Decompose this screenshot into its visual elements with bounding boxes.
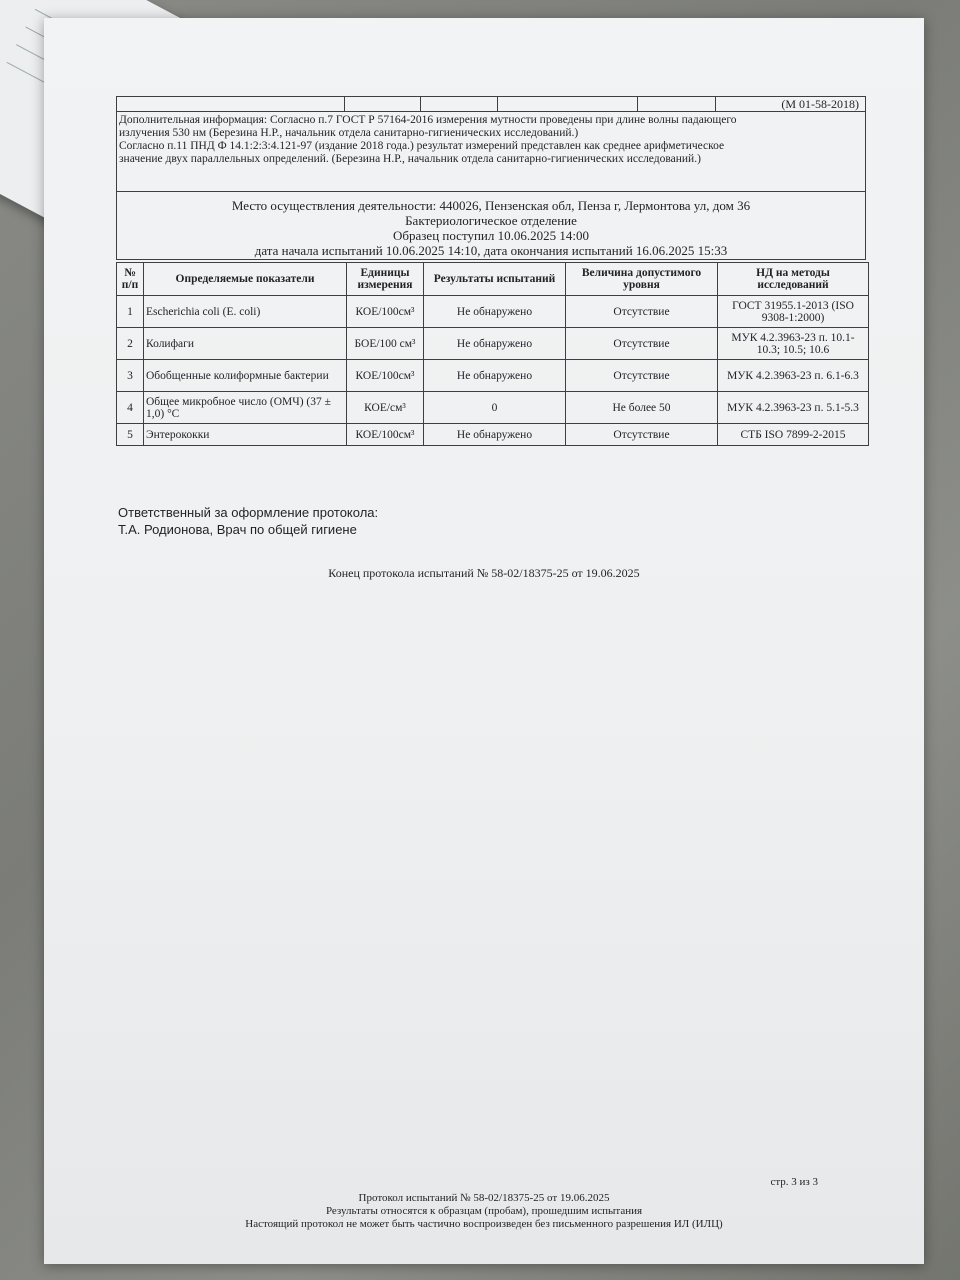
results-table [116, 262, 869, 446]
cell-unit: БОЕ/100 см³ [347, 328, 424, 360]
page-number: стр. 3 из 3 [770, 1176, 818, 1188]
table-row [117, 360, 869, 392]
responsible-label: Ответственный за оформление протокола: [118, 505, 379, 520]
header-cell: НД на методы исследований [718, 263, 869, 296]
table-header-row [117, 263, 869, 296]
info-line: значение двух параллельных определений. (Березина Н.Р., начальник отдела санитарно-гигиенических исследований.) [119, 153, 701, 165]
responsible-name: Т.А. Родионова, Врач по общей гигиене [118, 522, 357, 537]
info-line: излучения 530 нм (Березина Н.Р., начальник отдела санитарно-гигиенических исследований.) [119, 127, 579, 139]
header-cell: № п/п [117, 263, 144, 296]
cell-number: 4 [117, 392, 144, 424]
table-row [117, 392, 869, 424]
test-dates: дата начала испытаний 10.06.2025 14:10, дата окончания испытаний 16.06.2025 15:33 [254, 243, 728, 258]
location-block [116, 192, 866, 260]
header-cell: Результаты испытаний [424, 263, 566, 296]
cell-unit: КОЕ/100см³ [347, 296, 424, 328]
header-cell: Единицы измерения [347, 263, 424, 296]
cell-limit: Не более 50 [566, 392, 718, 424]
cell-result: Не обнаружено [424, 328, 566, 360]
info-line: Согласно п.11 ПНД Ф 14.1:2:3:4.121-97 (издание 2018 года.) результат измерений представлен как среднее арифметическое [119, 140, 725, 152]
additional-info [116, 112, 866, 192]
cell-number: 5 [117, 424, 144, 446]
end-of-protocol: Конец протокола испытаний № 58-02/18375-25 от 19.06.2025 [328, 566, 640, 580]
cell-number: 2 [117, 328, 144, 360]
header-cell: Определяемые показатели [144, 263, 347, 296]
cell-indicator: Колифаги [144, 328, 347, 360]
footer [44, 1192, 924, 1231]
cell-method: МУК 4.2.3963-23 п. 6.1-6.3 [718, 360, 869, 392]
cell-method: МУК 4.2.3963-23 п. 10.1-10.3; 10.5; 10.6 [718, 328, 869, 360]
cell-limit: Отсутствие [566, 360, 718, 392]
cell-method: ГОСТ 31955.1-2013 (ISO 9308-1:2000) [718, 296, 869, 328]
cell-indicator: Обобщенные колиформные бактерии [144, 360, 347, 392]
cell-result: 0 [424, 392, 566, 424]
info-line: Дополнительная информация: Согласно п.7 ГОСТ Р 57164-2016 измерения мутности проведены при длине волны падающего [119, 114, 737, 126]
cell-indicator: Энтерококки [144, 424, 347, 446]
footer-line: Протокол испытаний № 58-02/18375-25 от 19.06.2025 [358, 1192, 610, 1204]
cell-unit: КОЕ/см³ [347, 392, 424, 424]
table-row [117, 328, 869, 360]
cell-limit: Отсутствие [566, 296, 718, 328]
responsible-block [118, 504, 378, 538]
document-page [44, 18, 924, 1264]
sample-received: Образец поступил 10.06.2025 14:00 [393, 228, 589, 243]
cell-method: МУК 4.2.3963-23 п. 5.1-5.3 [718, 392, 869, 424]
footer-line: Настоящий протокол не может быть частично воспроизведен без письменного разрешения ИЛ (ИЛЦ) [245, 1218, 723, 1230]
cell-limit: Отсутствие [566, 424, 718, 446]
cell-unit: КОЕ/100см³ [347, 360, 424, 392]
cell-unit: КОЕ/100см³ [347, 424, 424, 446]
cell-method: СТБ ISO 7899-2-2015 [718, 424, 869, 446]
cell-indicator: Escherichia coli (E. coli) [144, 296, 347, 328]
location-department: Бактериологическое отделение [405, 213, 577, 228]
cell-result: Не обнаружено [424, 360, 566, 392]
table-row [117, 296, 869, 328]
cell-number: 3 [117, 360, 144, 392]
location-place: Место осуществления деятельности: 440026, Пензенская обл, Пенза г, Лермонтова ул, дом 36 [231, 198, 751, 213]
cell-indicator: Общее микробное число (ОМЧ) (37 ± 1,0) °С [144, 392, 347, 424]
footer-line: Результаты относятся к образцам (пробам), прошедшим испытания [325, 1205, 643, 1217]
table-row [117, 424, 869, 446]
cell-limit: Отсутствие [566, 328, 718, 360]
method-code: (М 01-58-2018) [781, 97, 859, 111]
cell-result: Не обнаружено [424, 296, 566, 328]
header-strip [116, 96, 866, 112]
header-cell: Величина допустимого уровня [566, 263, 718, 296]
cell-result: Не обнаружено [424, 424, 566, 446]
cell-number: 1 [117, 296, 144, 328]
